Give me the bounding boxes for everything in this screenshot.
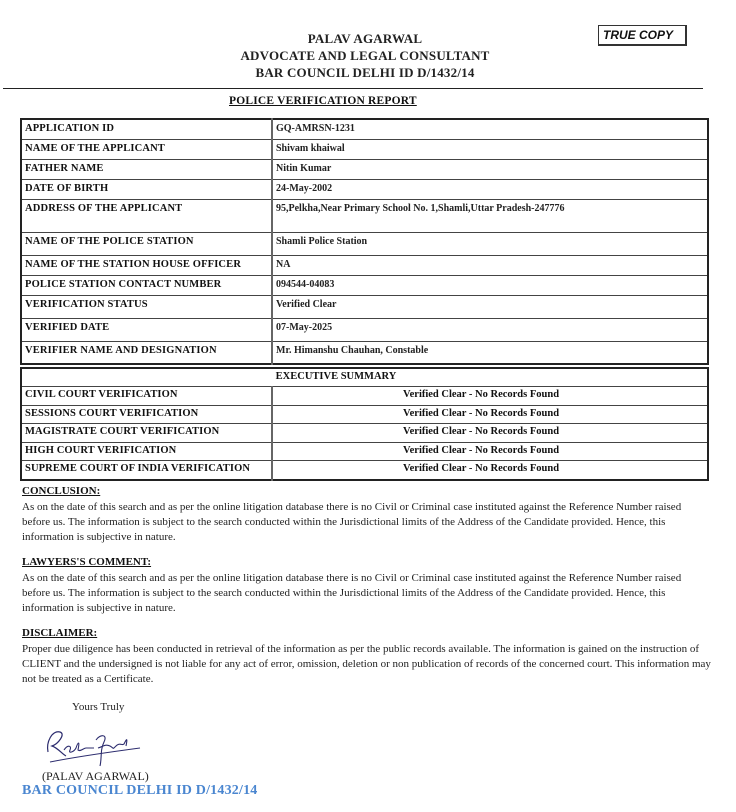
row-label: DATE OF BIRTH [21,179,272,199]
court-status: Verified Clear - No Records Found [272,442,708,461]
report-title: POLICE VERIFICATION REPORT [229,95,417,107]
court-label: HIGH COURT VERIFICATION [21,442,272,461]
header-divider [3,88,703,89]
table-row [21,119,708,139]
executive-summary-table [20,367,709,481]
true-copy-stamp: TRUE COPY [598,25,687,46]
table-row [21,179,708,199]
row-label: NAME OF THE STATION HOUSE OFFICER [21,255,272,275]
lawyers-comment-heading: LAWYERS'S COMMENT: [22,556,152,568]
disclaimer-heading: DISCLAIMER: [22,627,98,639]
advocate-name: PALAV AGARWAL [307,31,423,46]
disclaimer-section [22,626,712,687]
row-value: Nitin Kumar [272,159,708,179]
court-label: SUPREME COURT OF INDIA VERIFICATION [21,461,272,480]
row-value: 24-May-2002 [272,179,708,199]
bar-council-id: BAR COUNCIL DELHI ID D/1432/14 [255,65,475,80]
table-row [21,232,708,255]
conclusion-text: As on the date of this search and as per the online litigation database there is no Civil or Criminal case instituted against the Reference Number raised before us. The information is subject to the search conducted within the Jurisdictional limits of the Address of the Candidate provided. Hence, this information is subjective in nature. [22,501,682,543]
table-row [21,387,708,406]
table-row [21,199,708,232]
footer-bar-council-id: BAR COUNCIL DELHI ID D/1432/14 [22,783,258,798]
row-value: GQ-AMRSN-1231 [272,119,708,139]
row-label: APPLICATION ID [21,119,272,139]
row-label: VERIFIER NAME AND DESIGNATION [21,341,272,364]
court-status: Verified Clear - No Records Found [272,461,708,480]
lawyers-comment-section [22,555,712,616]
court-status: Verified Clear - No Records Found [272,387,708,406]
row-value: 094544-04083 [272,275,708,295]
table-row [21,139,708,159]
row-label: POLICE STATION CONTACT NUMBER [21,275,272,295]
row-label: NAME OF THE APPLICANT [21,139,272,159]
table-row [21,318,708,341]
row-value: Verified Clear [272,295,708,318]
row-value: NA [272,255,708,275]
row-value: Shivam khaiwal [272,139,708,159]
court-label: MAGISTRATE COURT VERIFICATION [21,424,272,443]
table-row [21,341,708,364]
applicant-details-table [20,118,709,365]
court-status: Verified Clear - No Records Found [272,405,708,424]
summary-header-row [21,368,708,387]
lawyers-comment-text: As on the date of this search and as per the online litigation database there is no Civil or Criminal case instituted against the Reference Number raised before us. The information is subject to the search conducted within the Jurisdictional limits of the Address of the Candidate provided. Hence, this information is subjective in nature. [22,572,682,614]
row-label: VERIFICATION STATUS [21,295,272,318]
row-label: ADDRESS OF THE APPLICANT [21,199,272,232]
disclaimer-text: Proper due diligence has been conducted in retrieval of the information as per the public records available. The information is gained on the instruction of CLIENT and the undersigned is not liable for any act of error, omission, deletion or non publication of records of the concerned court. This information may not be treated as a Certificate. [22,643,711,685]
table-row [21,275,708,295]
signer-name: (PALAV AGARWAL) [42,769,149,783]
row-value: Shamli Police Station [272,232,708,255]
sign-off: Yours Truly [72,701,125,713]
row-value: 95,Pelkha,Near Primary School No. 1,Shamli,Uttar Pradesh-247776 [272,199,708,232]
table-row [21,295,708,318]
signature-icon [40,722,150,772]
row-label: NAME OF THE POLICE STATION [21,232,272,255]
conclusion-section [22,484,712,545]
row-value: Mr. Himanshu Chauhan, Constable [272,341,708,364]
court-status: Verified Clear - No Records Found [272,424,708,443]
row-label: FATHER NAME [21,159,272,179]
court-label: CIVIL COURT VERIFICATION [21,387,272,406]
table-row [21,424,708,443]
table-row [21,442,708,461]
executive-summary-heading: EXECUTIVE SUMMARY [21,368,708,387]
table-row [21,461,708,480]
table-row [21,159,708,179]
conclusion-heading: CONCLUSION: [22,485,101,497]
table-row [21,405,708,424]
court-label: SESSIONS COURT VERIFICATION [21,405,272,424]
row-value: 07-May-2025 [272,318,708,341]
advocate-title: ADVOCATE AND LEGAL CONSULTANT [240,48,490,63]
row-label: VERIFIED DATE [21,318,272,341]
letterhead [200,30,530,81]
table-row [21,255,708,275]
